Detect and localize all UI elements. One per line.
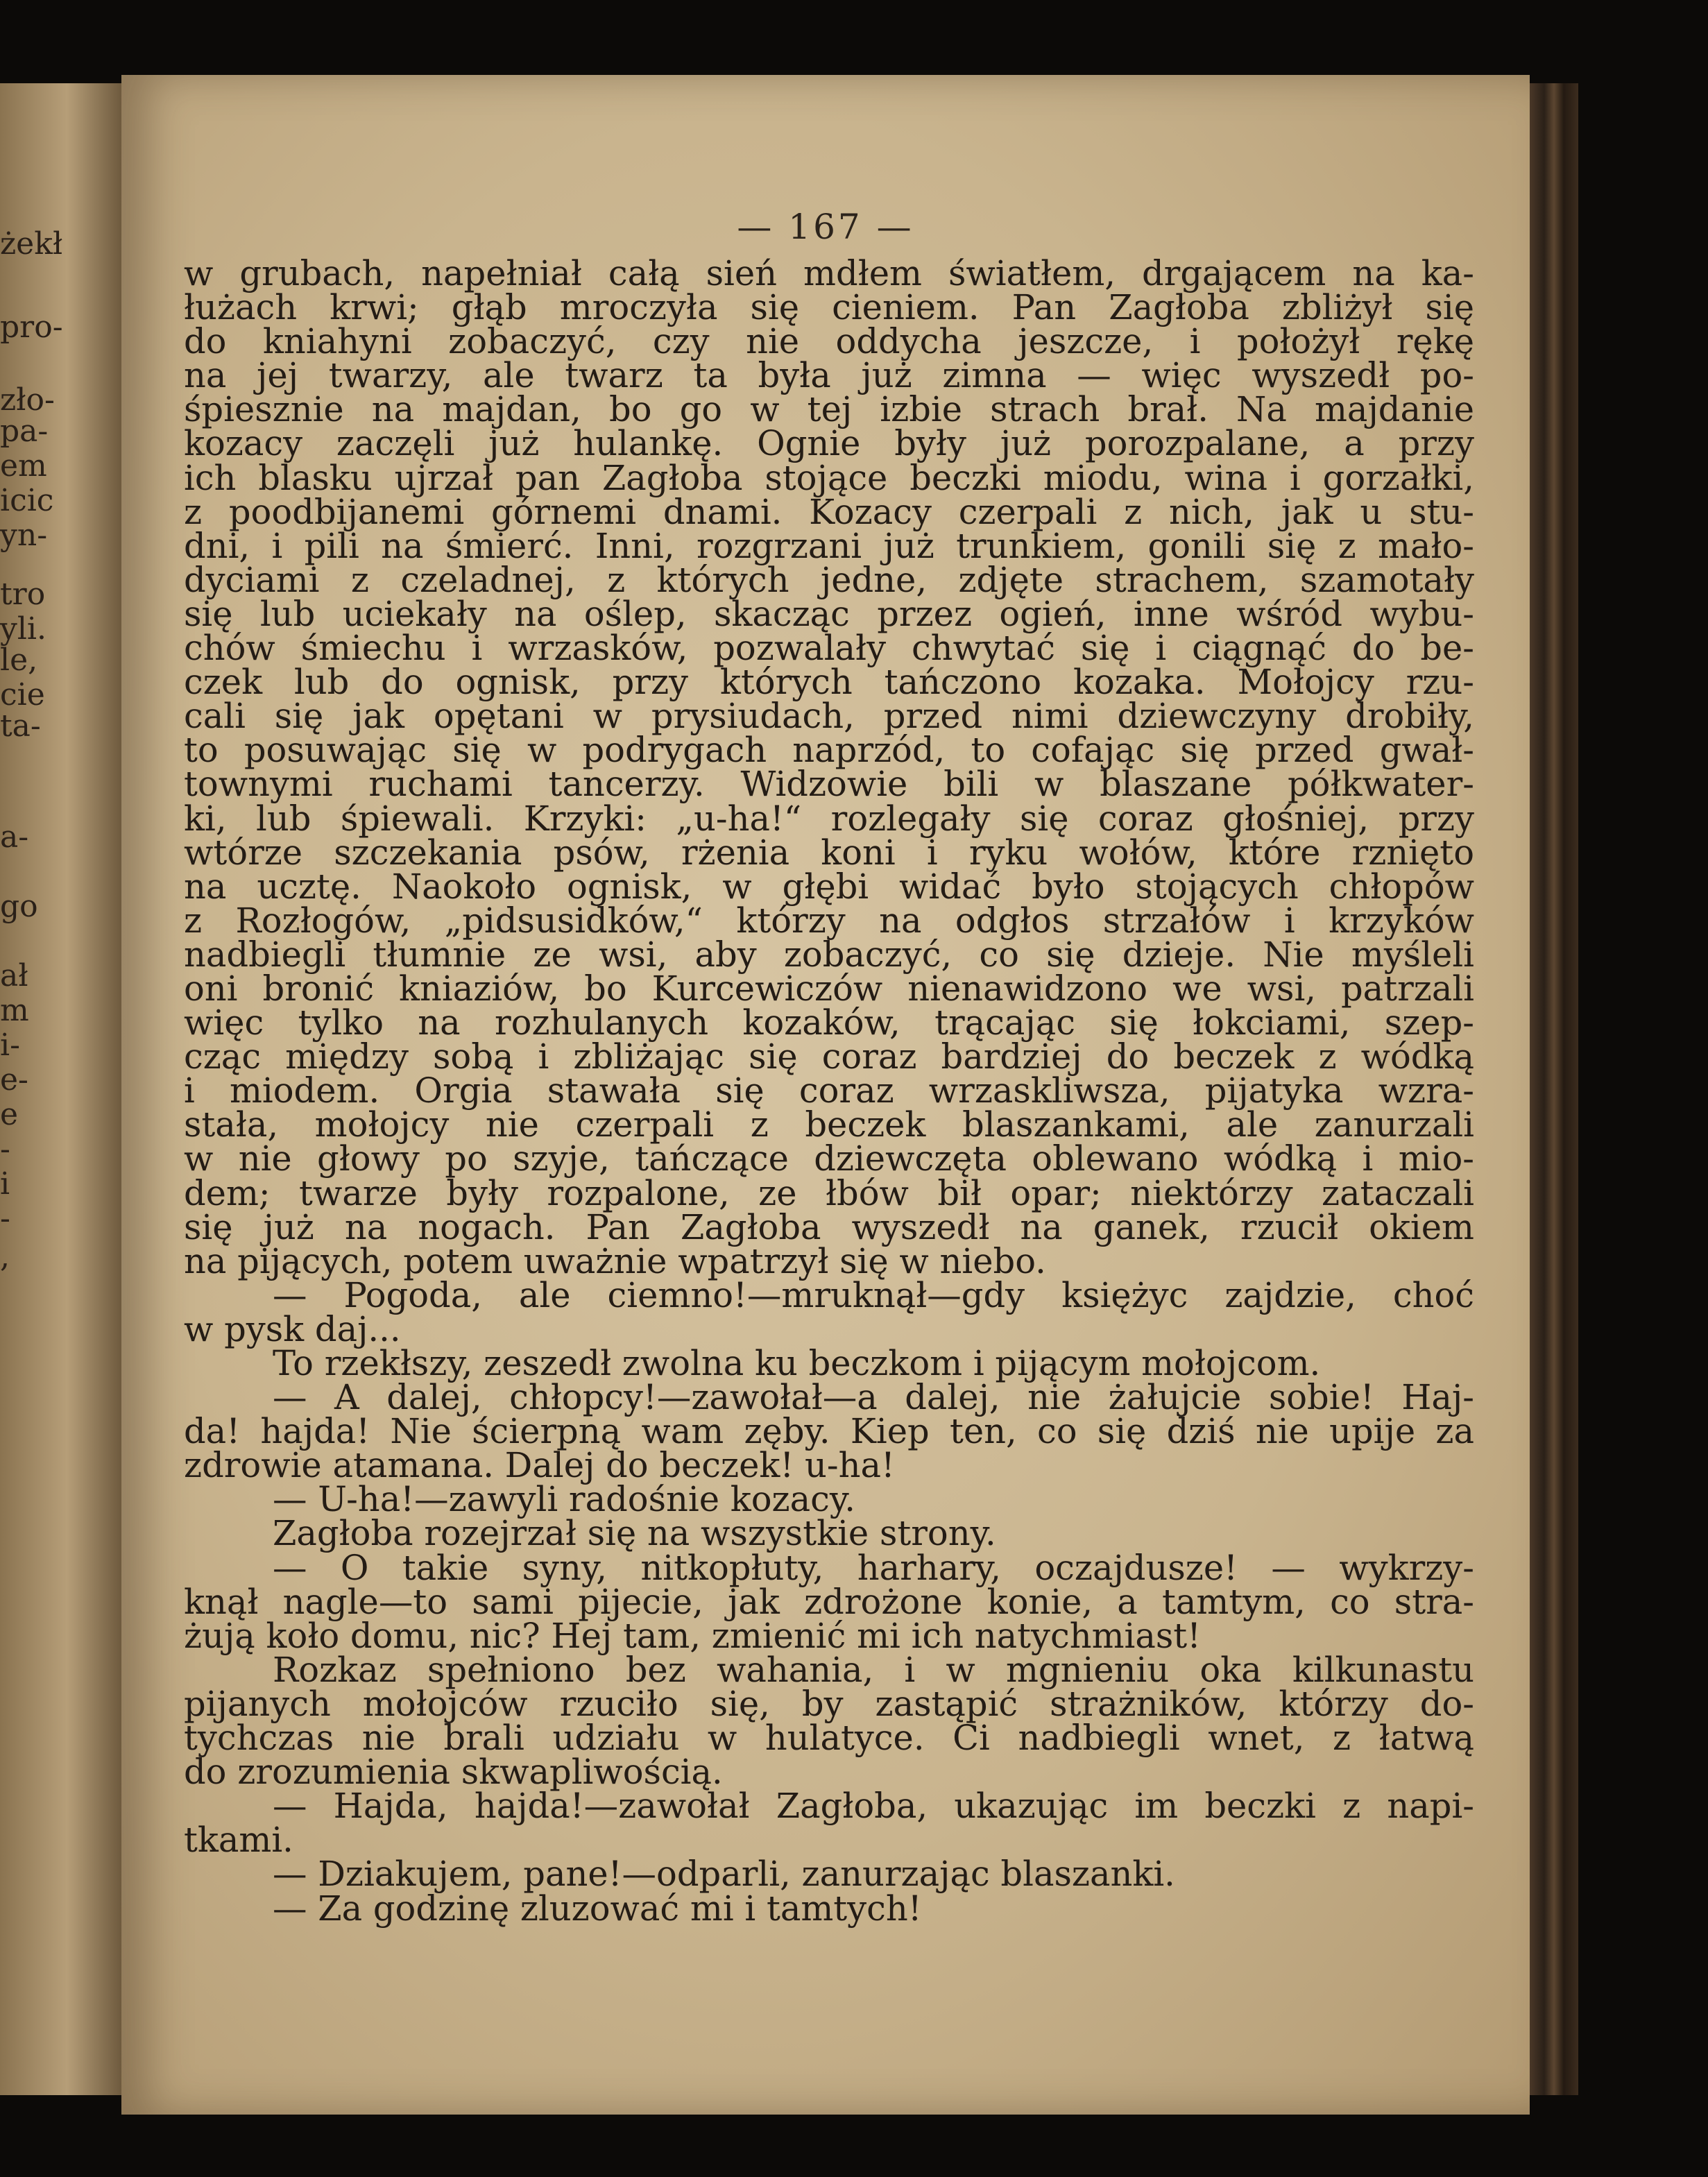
text-line: — A dalej, chłopcy!—zawołał—a dalej, nie żałujcie sobie! Haj- [273, 1377, 1474, 1418]
text-line: townymi ruchami tancerzy. Widzowie bili w blaszane półkwater- [184, 764, 1474, 805]
text-line: knął nagle—to sami pijecie, jak zdrożone konie, a tamtym, co stra- [184, 1581, 1474, 1622]
page-text [184, 253, 1474, 1929]
text-line: do zrozumienia skwapliwością. [184, 1752, 723, 1793]
text-line: tkami. [184, 1820, 293, 1861]
text-line: cząc między sobą i zbliżając się coraz bardziej do beczek z wódką [184, 1036, 1474, 1077]
left-page-fragment: tro [0, 577, 46, 612]
text-line: — U-ha!—zawyli radośnie kozacy. [273, 1479, 855, 1520]
text-line: na pijących, potem uważnie wpatrzył się w niebo. [184, 1240, 1046, 1281]
text-line: — Za godzinę zluzować mi i tamtych! [273, 1888, 922, 1929]
text-line: się lub uciekały na oślep, skacząc przez ogień, inne wśród wybu- [184, 593, 1474, 634]
text-line: chów śmiechu i wrzasków, pozwalały chwytać się i ciągnąć do be- [184, 628, 1474, 669]
left-page-fragment: em [0, 448, 47, 484]
left-page-fragment: - [0, 1132, 10, 1167]
left-page-fragment: yn- [0, 518, 48, 553]
book-page [121, 75, 1530, 2115]
text-line: ich blasku ujrzał pan Zagłoba stojące beczki miodu, wina i gorzałki, [184, 457, 1474, 498]
text-line: czek lub do ognisk, przy których tańczono kozaka. Mołojcy rzu- [184, 662, 1474, 703]
left-page-fragment: yli. [0, 611, 46, 647]
text-line: w pysk daj... [184, 1308, 401, 1349]
left-page-fragment: e- [0, 1062, 28, 1098]
text-line: stała, mołojcy nie czerpali z beczek blaszankami, ale zanurzali [184, 1104, 1474, 1145]
page-number: — 167 — [737, 207, 914, 247]
text-line: oni bronić kniaziów, bo Kurcewiczów nienawidzono we wsi, patrzali [184, 968, 1474, 1009]
left-page-fragment: icic [0, 483, 54, 518]
left-page-fragment: go [0, 889, 38, 924]
text-line: w nie głowy po szyje, tańczące dziewczęta oblewano wódką i mio- [184, 1138, 1474, 1179]
text-line: do kniahyni zobaczyć, czy nie oddycha jeszcze, i położył rękę [184, 321, 1474, 362]
text-line: da! hajda! Nie ścierpną wam zęby. Kiep ten, co się dziś nie upije za [184, 1411, 1474, 1452]
left-page-fragment: m [0, 993, 29, 1028]
text-line: — Pogoda, ale ciemno!—mruknął—gdy księżyc zajdzie, choć [273, 1274, 1474, 1315]
text-line: śpiesznie na majdan, bo go w tej izbie strach brał. Na majdanie [184, 389, 1474, 430]
text-line: więc tylko na rozhulanych kozaków, trącając się łokciami, szep- [184, 1002, 1474, 1043]
left-page-fragment: e [0, 1097, 19, 1132]
text-line: dyciami z czeladnej, z których jedne, zdjęte strachem, szamotały [184, 559, 1474, 600]
text-line: na jej twarzy, ale twarz ta była już zimna — więc wyszedł po- [184, 355, 1474, 396]
page-stack-edges [1530, 83, 1578, 2095]
left-page-fragment: i- [0, 1027, 20, 1063]
text-line: kozacy zaczęli już hulankę. Ognie były już porozpalane, a przy [184, 423, 1474, 464]
text-line: — O takie syny, nitkopłuty, harhary, oczajdusze! — wykrzy- [273, 1547, 1474, 1588]
text-line: pijanych mołojców rzuciło się, by zastąpić strażników, którzy do- [184, 1683, 1474, 1724]
left-page-fragment: - [0, 1201, 10, 1236]
text-line: łużach krwi; głąb mroczyła się cieniem. Pan Zagłoba zbliżył się [184, 287, 1474, 328]
left-page-fragment: i [0, 1166, 10, 1202]
text-line: z poodbijanemi górnemi dnami. Kozacy czerpali z nich, jak u stu- [184, 491, 1474, 532]
left-page-fragment: pro- [0, 309, 63, 345]
text-line: ki, lub śpiewali. Krzyki: „u-ha!“ rozlegały się coraz głośniej, przy [184, 798, 1474, 839]
text-line: żują koło domu, nic? Hej tam, zmienić mi ich natychmiast! [184, 1615, 1202, 1656]
left-page-fragment: zło- [0, 382, 55, 418]
left-page-fragment: pa- [0, 413, 49, 449]
text-line: wtórze szczekania psów, rżenia koni i ryku wołów, które rznięto [184, 832, 1474, 873]
left-page-fragment: a- [0, 819, 29, 855]
text-line: i miodem. Orgia stawała się coraz wrzaskliwsza, pijatyka wzra- [184, 1070, 1474, 1111]
text-line: dni, i pili na śmierć. Inni, rozgrzani już trunkiem, gonili się z mało- [184, 525, 1474, 566]
text-line: zdrowie atamana. Dalej do beczek! u-ha! [184, 1445, 895, 1486]
left-page-fragment: ta- [0, 708, 41, 744]
left-page-fragment: le, [0, 642, 38, 678]
text-line: to posuwając się w podrygach naprzód, to cofając się przed gwał- [184, 730, 1474, 771]
text-line: Rozkaz spełniono bez wahania, i w mgnieniu oka kilkunastu [273, 1649, 1474, 1690]
left-page-fragment: , [0, 1239, 10, 1274]
text-line: tychczas nie brali udziału w hulatyce. Ci nadbiegli wnet, z łatwą [184, 1718, 1474, 1759]
text-line: To rzekłszy, zeszedł zwolna ku beczkom i pijącym mołojcom. [273, 1343, 1321, 1383]
text-line: na ucztę. Naokoło ognisk, w głębi widać było stojących chłopów [184, 866, 1474, 907]
text-line: się już na nogach. Pan Zagłoba wyszedł na ganek, rzucił okiem [184, 1206, 1474, 1247]
left-page-fragment: cie [0, 677, 45, 712]
text-line: Zagłoba rozejrzał się na wszystkie strony. [273, 1513, 996, 1554]
left-page-fragment: żekł [0, 226, 63, 262]
text-line: cali się jak opętani w prysiudach, przed nimi dziewczyny drobiły, [184, 696, 1474, 737]
text-line: — Dziakujem, pane!—odparli, zanurzając blaszanki. [273, 1854, 1175, 1895]
text-line: w grubach, napełniał całą sień mdłem światłem, drgającem na ka- [184, 253, 1474, 293]
left-page-fragment: ał [0, 958, 28, 993]
text-line: nadbiegli tłumnie ze wsi, aby zobaczyć, co się dzieje. Nie myśleli [184, 934, 1474, 975]
text-line: z Rozłogów, „pidsusidków,“ którzy na odgłos strzałów i krzyków [184, 900, 1474, 941]
text-line: — Hajda, hajda!—zawołał Zagłoba, ukazując im beczki z napi- [273, 1786, 1474, 1827]
text-line: dem; twarze były rozpalone, ze łbów bił opar; niektórzy zataczali [184, 1172, 1474, 1213]
